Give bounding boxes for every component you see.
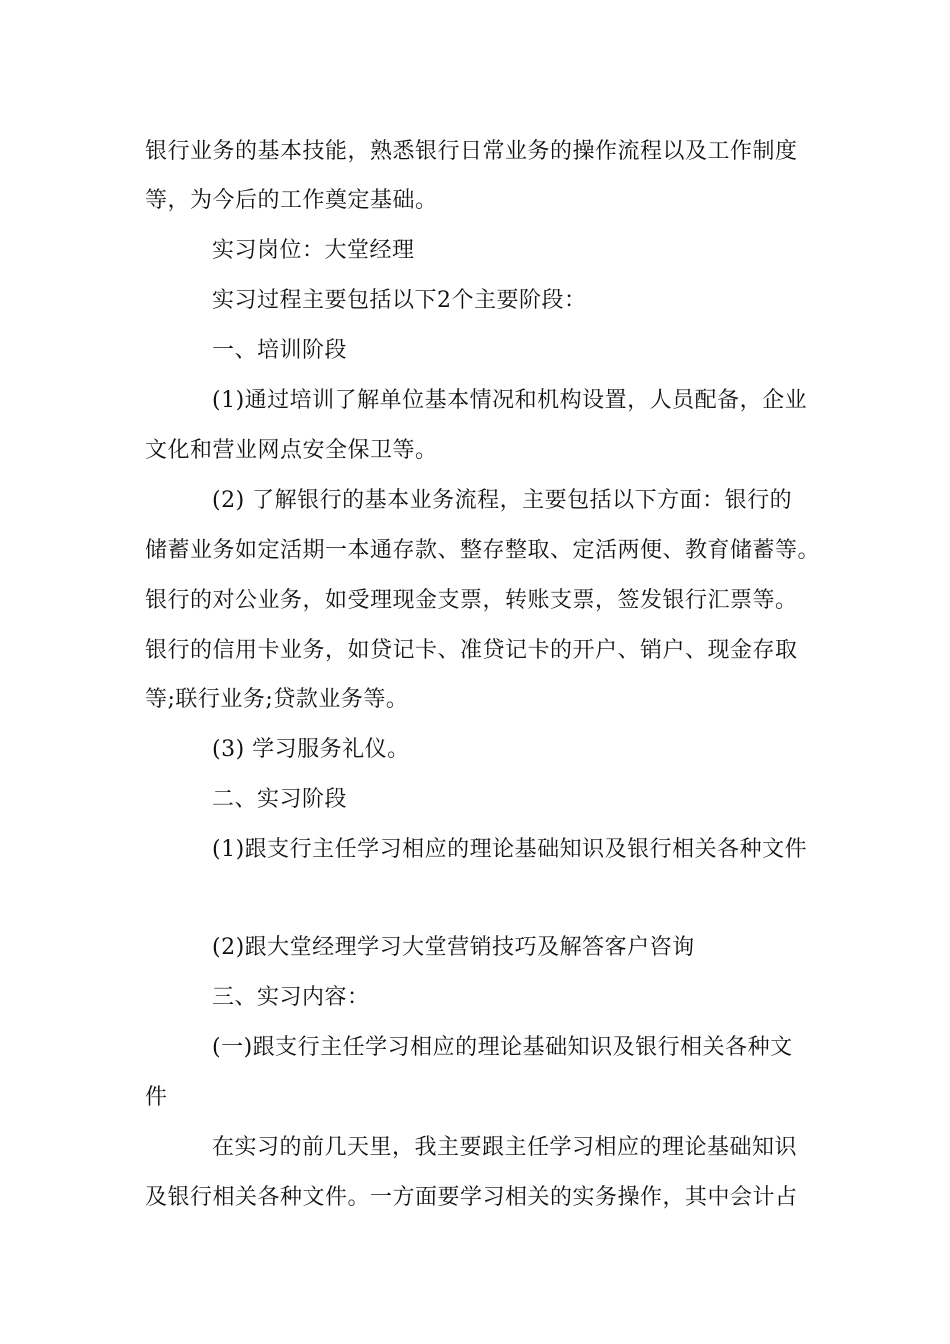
text-line: 银行的信用卡业务，如贷记卡、准贷记卡的开户、销户、现金存取 xyxy=(145,638,798,663)
text-line: 件 xyxy=(145,1085,168,1110)
text-line: 等;联行业务;贷款业务等。 xyxy=(145,687,409,712)
section-heading: 三、实习内容： xyxy=(212,985,370,1010)
section-heading: 一、培训阶段 xyxy=(212,338,348,363)
text-line: (1)跟支行主任学习相应的理论基础知识及银行相关各种文件 xyxy=(212,837,808,862)
text-line: (1)通过培训了解单位基本情况和机构设置，人员配备，企业 xyxy=(212,388,808,413)
text-line: 文化和营业网点安全保卫等。 xyxy=(145,438,438,463)
text-line: 实习岗位：大堂经理 xyxy=(212,238,415,263)
text-line: (2)跟大堂经理学习大堂营销技巧及解答客户咨询 xyxy=(212,935,695,960)
text-line: 等，为今后的工作奠定基础。 xyxy=(145,188,438,213)
text-line: (2) 了解银行的基本业务流程，主要包括以下方面：银行的 xyxy=(212,488,793,513)
text-line: 在实习的前几天里，我主要跟主任学习相应的理论基础知识 xyxy=(212,1135,798,1160)
text-line: 及银行相关各种文件。一方面要学习相关的实务操作，其中会计占 xyxy=(145,1185,798,1210)
section-heading: 二、实习阶段 xyxy=(212,787,348,812)
text-line: 实习过程主要包括以下2个主要阶段： xyxy=(212,288,587,313)
text-line: 储蓄业务如定活期一本通存款、整存整取、定活两便、教育储蓄等。 xyxy=(145,538,821,563)
text-line: (3) 学习服务礼仪。 xyxy=(212,737,410,762)
text-line: (一)跟支行主任学习相应的理论基础知识及银行相关各种文 xyxy=(212,1035,793,1060)
text-line: 银行的对公业务，如受理现金支票，转账支票，签发银行汇票等。 xyxy=(145,588,798,613)
text-line: 银行业务的基本技能，熟悉银行日常业务的操作流程以及工作制度 xyxy=(145,139,798,164)
